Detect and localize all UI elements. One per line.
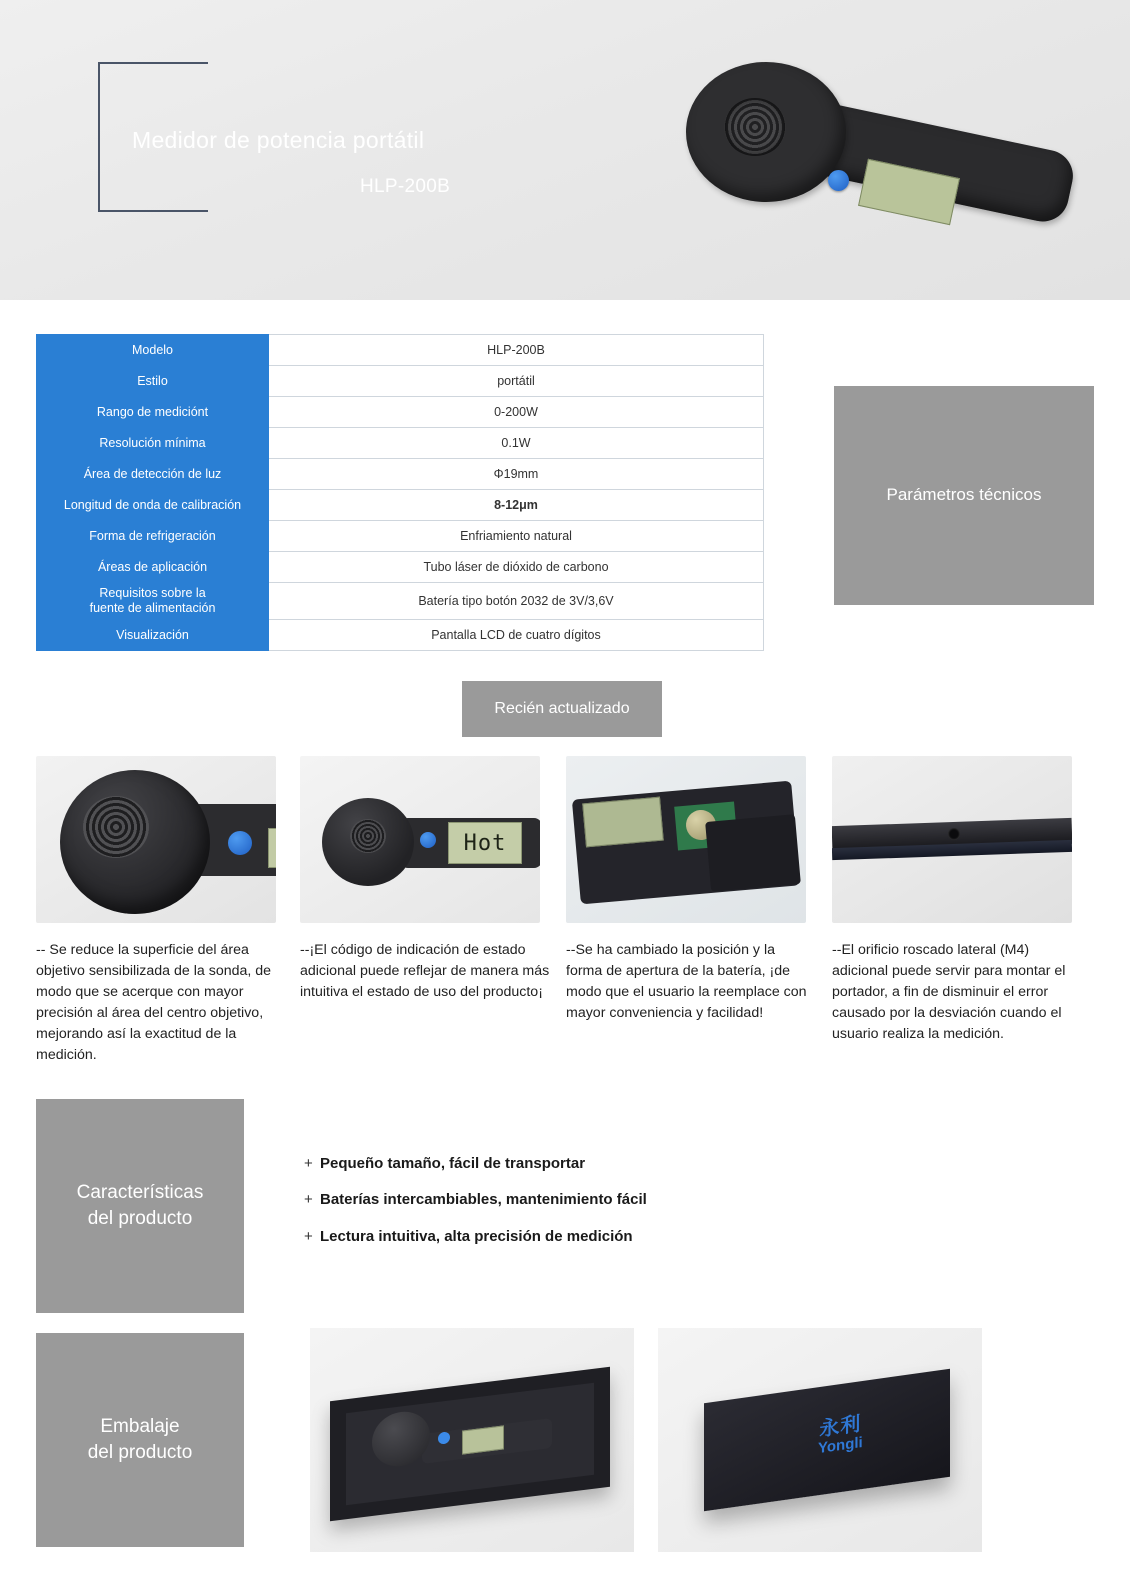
table-row [37, 583, 764, 620]
update-photo-probe [36, 756, 276, 923]
update-caption: -- Se reduce la superficie del área objetivo sensibilizada de la sonda, de modo que se acerque con mayor precisión al área del centro objetivo, mejorando así la exactitud de la medición. [36, 942, 272, 1063]
spec-value: Enfriamiento natural [269, 521, 764, 552]
plus-icon: + [304, 1191, 313, 1208]
spec-key: Modelo [37, 335, 269, 366]
newly-updated-panel [462, 681, 662, 737]
plus-icon: + [304, 1155, 313, 1172]
spec-key: Visualización [37, 620, 269, 651]
table-row [37, 459, 764, 490]
probe-lcd-screen [268, 828, 276, 868]
feature-list-item [304, 1155, 585, 1172]
product-features-label [77, 1180, 204, 1231]
spec-key: Áreas de aplicación [37, 552, 269, 583]
update-caption: --El orificio roscado lateral (M4) adicional puede servir para montar el portador, a fin de disminuir el error causado por la desviación cuando el usuario realiza la medición. [832, 942, 1066, 1042]
brand-logo [818, 1413, 863, 1458]
feature-text: Baterías intercambiables, mantenimiento fácil [320, 1191, 647, 1208]
technical-parameters-label: Parámetros técnicos [886, 485, 1042, 505]
probe-sensor-icon [83, 796, 149, 858]
table-row [37, 552, 764, 583]
hero-product-image [686, 48, 1086, 233]
spec-value [269, 490, 764, 521]
lcd-status-display: Hot [448, 822, 522, 864]
update-caption: --Se ha cambiado la posición y la forma de apertura de la batería, ¡de modo que el usuario la reemplace con mayor conveniencia y facilidad! [566, 942, 807, 1021]
battery-lid [705, 814, 801, 892]
device-power-button-icon [828, 170, 849, 191]
device-lcd-screen [582, 797, 664, 848]
feature-list-item [304, 1191, 647, 1208]
packaging-label-line2: del producto [87, 1442, 193, 1463]
product-packaging-label [88, 1414, 193, 1465]
spec-key [37, 583, 269, 620]
table-row [37, 397, 764, 428]
spec-value: Tubo láser de dióxido de carbono [269, 552, 764, 583]
spec-value: Batería tipo botón 2032 de 3V/3,6V [269, 583, 764, 620]
spec-value: Φ19mm [269, 459, 764, 490]
spec-value: 0.1W [269, 428, 764, 459]
spec-value: Pantalla LCD de cuatro dígitos [269, 620, 764, 651]
product-features-panel [36, 1099, 244, 1313]
spec-key: Forma de refrigeración [37, 521, 269, 552]
update-photo-battery [566, 756, 806, 923]
spec-value: HLP-200B [269, 335, 764, 366]
spec-key: Estilo [37, 366, 269, 397]
spec-key-line2: fuente de alimentación [89, 601, 216, 615]
table-row [37, 490, 764, 521]
spec-value: portátil [269, 366, 764, 397]
page-title: Medidor de potencia portátil [132, 127, 425, 153]
spec-value-bold: 8-12μm [494, 498, 538, 512]
table-row [37, 620, 764, 651]
threaded-hole-icon [948, 828, 960, 840]
technical-parameters-panel [834, 386, 1094, 605]
probe-button-icon [228, 831, 252, 855]
newly-updated-label: Recién actualizado [494, 700, 630, 718]
table-row [37, 521, 764, 552]
spec-key: Longitud de onda de calibración [37, 490, 269, 521]
update-photo-threaded-hole [832, 756, 1072, 923]
spec-key: Área de detección de luz [37, 459, 269, 490]
device-button-icon [420, 832, 436, 848]
specifications-table [36, 334, 764, 651]
plus-icon: + [304, 1228, 313, 1245]
spec-value: 0-200W [269, 397, 764, 428]
packaging-photo-closed-box [658, 1328, 982, 1552]
table-row [37, 335, 764, 366]
features-label-line1: Características [76, 1182, 204, 1204]
packaging-photo-open-box [310, 1328, 634, 1552]
spec-key: Rango de mediciónt [37, 397, 269, 428]
product-model-subtitle: HLP-200B [360, 176, 451, 197]
spec-key: Resolución mínima [37, 428, 269, 459]
table-row [37, 428, 764, 459]
brand-logo-en: Yongli [818, 1433, 863, 1458]
hero-banner [0, 0, 1130, 300]
spec-key-line1: Requisitos sobre la [99, 586, 206, 600]
device-sensor-icon [724, 98, 786, 156]
table-row [37, 366, 764, 397]
feature-text: Pequeño tamaño, fácil de transportar [320, 1155, 586, 1172]
brand-logo-cn: 永利 [819, 1413, 862, 1441]
features-label-line2: del producto [87, 1208, 193, 1229]
packaging-label-line1: Embalaje [100, 1416, 180, 1438]
update-caption: --¡El código de indicación de estado adicional puede reflejar de manera más intuitiva el estado de uso del producto¡ [300, 942, 550, 1000]
device-sensor-icon [350, 819, 386, 853]
feature-text: Lectura intuitiva, alta precisión de medición [320, 1228, 633, 1245]
update-photo-status-code [300, 756, 540, 923]
feature-list-item [304, 1228, 633, 1245]
product-packaging-panel [36, 1333, 244, 1547]
